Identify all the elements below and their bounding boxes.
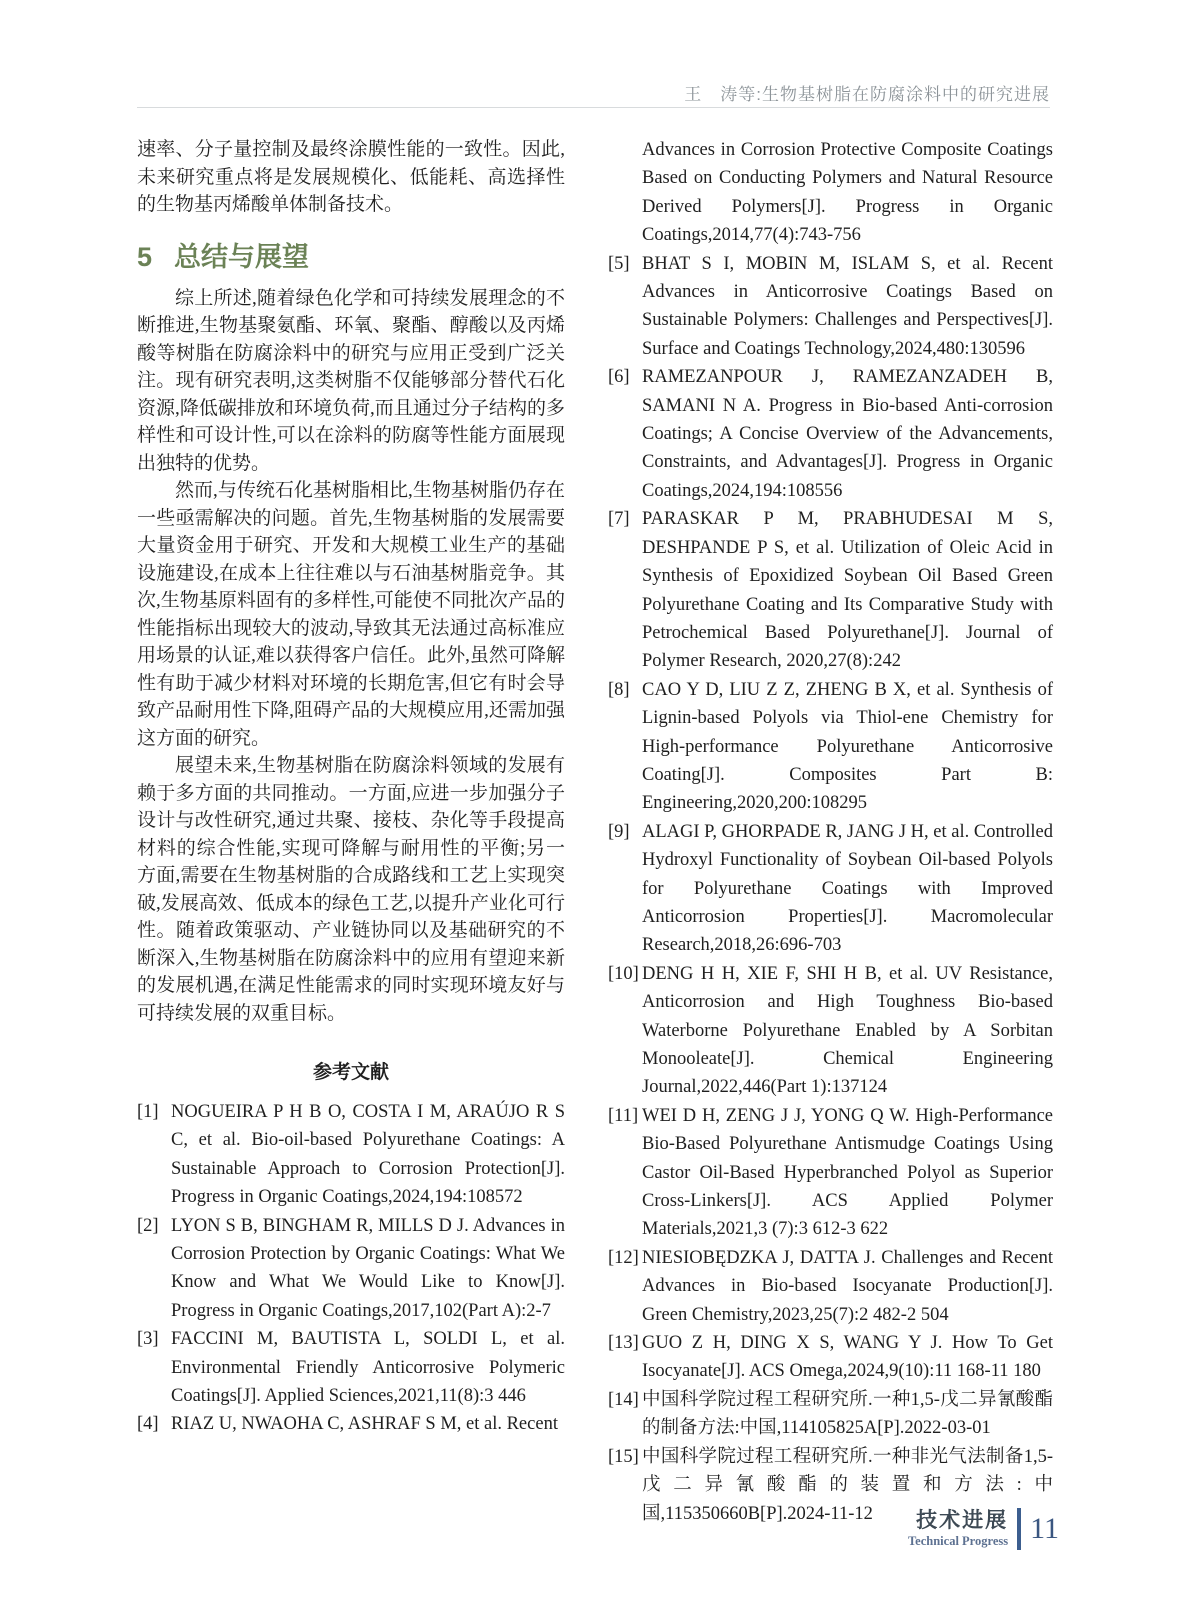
- reference-number: [15]: [608, 1446, 639, 1467]
- section-heading: [137, 241, 565, 273]
- reference-item: [608, 250, 1053, 364]
- body-paragraph: 展望未来,生物基树脂在防腐涂料领域的发展有赖于多方面的共同推动。一方面,应进一步加强分子设计与改性研究,通过共聚、接枝、杂化等手段提高材料的综合性能,实现可降解与耐用性的平衡;另一方面,需要在生物基树脂的合成路线和工艺上实现突破,发展高效、低成本的绿色工艺,以提升产业化可行性。随着政策驱动、产业链协同以及基础研究的不断深入,生物基树脂在防腐涂料中的应用有望迎来新的发展机遇,在满足性能需求的同时实现环境友好与可持续发展的双重目标。: [137, 755, 565, 1024]
- reference-item: [608, 1329, 1053, 1386]
- reference-number: [1]: [137, 1102, 159, 1122]
- reference-number: [3]: [137, 1329, 159, 1350]
- two-column-body: [137, 136, 1053, 1528]
- reference-number: [5]: [608, 253, 630, 274]
- section-title: 总结与展望: [174, 241, 310, 272]
- reference-text: PARASKAR P M, PRABHUDESAI M S, DESHPANDE P S, et al. Utilization of Oleic Acid in Synthesis of Epoxidized Soybean Oil Based Green Polyurethane Coating and Its Comparative Study with Petrochemical Based Polyurethane[J]. Journal of Polymer Research, 2020,27(8):242: [642, 509, 1053, 672]
- reference-text: 中国科学院过程工程研究所.一种1,5-戊二异氰酸酯的制备方法:中国,114105825A[P].2022-03-01: [642, 1389, 1053, 1439]
- left-column: [137, 136, 565, 1528]
- reference-text: FACCINI M, BAUTISTA L, SOLDI L, et al. Environmental Friendly Anticorrosive Polymeric Coatings[J]. Applied Sciences,2021,11(8):3 446: [171, 1329, 565, 1407]
- reference-number: [4]: [137, 1414, 159, 1435]
- reference-text: CAO Y D, LIU Z Z, ZHENG B X, et al. Synthesis of Lignin-based Polyols via Thiol-ene Chemistry for High-performance Polyurethane Anticorrosive Coating[J]. Composites Part B: Engineering,2020,200:108295: [642, 679, 1053, 814]
- reference-list-left: [137, 1098, 565, 1439]
- reference-number: [8]: [608, 679, 630, 700]
- reference-number: [14]: [608, 1389, 639, 1410]
- section-number: 5: [137, 241, 153, 272]
- right-column: [608, 136, 1053, 1528]
- reference-item: [608, 960, 1053, 1102]
- reference-text: ALAGI P, GHORPADE R, JANG J H, et al. Controlled Hydroxyl Functionality of Soybean Oil-based Polyols for Polyurethane Coatings with Improved Anticorrosion Properties[J]. Macromolecular Research,2018,26:696-703: [642, 821, 1053, 956]
- footer-section-label: [908, 1510, 1008, 1548]
- reference-number: [2]: [137, 1215, 159, 1236]
- reference-item: [137, 1212, 565, 1326]
- reference-number: [9]: [608, 821, 630, 842]
- reference-item: [608, 505, 1053, 675]
- reference-number: [6]: [608, 367, 630, 388]
- reference-text: WEI D H, ZENG J J, YONG Q W. High-Performance Bio-Based Polyurethane Antismudge Coatings Using Castor Oil-Based Hyperbranched Polyol as Superior Cross-Linkers[J]. ACS Applied Polymer Materials,2021,3 (7):3 612-3 622: [642, 1105, 1053, 1240]
- reference-item: [608, 1244, 1053, 1329]
- running-header: 王 涛等:生物基树脂在防腐涂料中的研究进展: [684, 85, 1050, 104]
- reference-text: DENG H H, XIE F, SHI H B, et al. UV Resistance, Anticorrosion and High Toughness Bio-based Waterborne Polyurethane Enabled by A Sorbitan Monooleate[J]. Chemical Engineering Journal,2022,446(Part 1):137124: [642, 963, 1053, 1098]
- footer-label-en: Technical Progress: [907, 1534, 1009, 1549]
- footer-label-zh: 技术进展: [916, 1509, 1009, 1533]
- reference-number: [12]: [608, 1247, 639, 1268]
- reference-text: NIESIOBĘDZKA J, DATTA J. Challenges and Recent Advances in Bio-based Isocyanate Production[J]. Green Chemistry,2023,25(7):2 482-2 504: [642, 1247, 1053, 1325]
- reference-text: 中国科学院过程工程研究所.一种非光气法制备1,5-戊二异氰酸酯的装置和方法:中国,115350660B[P].2024-11-12: [642, 1446, 1053, 1524]
- reference-number: [11]: [608, 1105, 639, 1126]
- reference-item: [608, 1386, 1053, 1443]
- reference-text: NOGUEIRA P H B O, COSTA I M, ARAÚJO R S C, et al. Bio-oil-based Polyurethane Coatings: A Sustainable Approach to Corrosion Protection[J]. Progress in Organic Coatings,2024,194:108572: [171, 1102, 565, 1208]
- reference-text: RAMEZANPOUR J, RAMEZANZADEH B, SAMANI N A. Progress in Bio-based Anti-corrosion Coatings; A Concise Overview of the Advancements, Constraints, and Advantages[J]. Progress in Organic Coatings,2024,194:108556: [642, 367, 1053, 501]
- body-paragraph: 然而,与传统石化基树脂相比,生物基树脂仍存在一些亟需解决的问题。首先,生物基树脂的发展需要大量资金用于研究、开发和大规模工业生产的基础设施建设,在成本上往往难以与石油基树脂竞争。其次,生物基原料固有的多样性,可能使不同批次产品的性能指标出现较大的波动,导致其无法通过高标准应用场景的认证,难以获得客户信任。此外,虽然可降解性有助于减少材料对环境的长期危害,但它有时会导致产品耐用性下降,阻碍产品的大规模应用,还需加强这方面的研究。: [137, 480, 565, 749]
- reference-text: LYON S B, BINGHAM R, MILLS D J. Advances in Corrosion Protection by Organic Coatings: What We Know and What We Would Like to Know[J]. Progress in Organic Coatings,2017,102(Part A):2-7: [171, 1215, 565, 1321]
- reference-text: Advances in Corrosion Protective Composite Coatings Based on Conducting Polymers and Natural Resource Derived Polymers[J]. Progress in Organic Coatings,2014,77(4):743-756: [642, 140, 1053, 246]
- reference-item: [137, 1325, 565, 1410]
- reference-number: [13]: [608, 1333, 639, 1354]
- reference-item: [608, 136, 1053, 250]
- reference-text: RIAZ U, NWAOHA C, ASHRAF S M, et al. Recent: [171, 1414, 558, 1435]
- page-number: 11: [1030, 1512, 1059, 1545]
- reference-text: GUO Z H, DING X S, WANG Y J. How To Get Isocyanate[J]. ACS Omega,2024,9(10):11 168-11 180: [642, 1333, 1053, 1382]
- reference-item: [608, 363, 1053, 505]
- reference-item: [608, 676, 1053, 818]
- reference-item: [608, 818, 1053, 960]
- body-paragraph: 综上所述,随着绿色化学和可持续发展理念的不断推进,生物基聚氨酯、环氧、聚酯、醇酸以及丙烯酸等树脂在防腐涂料中的研究与应用正受到广泛关注。现有研究表明,这类树脂不仅能够部分替代石化资源,降低碳排放和环境负荷,而且通过分子结构的多样性和可设计性,可以在涂料的防腐等性能方面展现出独特的优势。: [137, 287, 565, 474]
- reference-number: [10]: [608, 963, 639, 984]
- intro-paragraph: 速率、分子量控制及最终涂膜性能的一致性。因此,未来研究重点将是发展规模化、低能耗、高选择性的生物基丙烯酸单体制备技术。: [137, 139, 565, 215]
- reference-text: BHAT S I, MOBIN M, ISLAM S, et al. Recent Advances in Anticorrosive Coatings Based on Sustainable Polymers: Challenges and Perspectives[J]. Surface and Coatings Technology,2024,480:130596: [642, 253, 1053, 359]
- reference-item: [137, 1410, 565, 1438]
- reference-list-right: [608, 136, 1053, 1528]
- references-title: 参考文献: [312, 1062, 389, 1083]
- header-rule: [137, 107, 1050, 108]
- page-footer: [908, 1508, 1059, 1550]
- footer-divider-bar: [1017, 1508, 1021, 1550]
- reference-number: [7]: [608, 509, 630, 530]
- reference-item: [137, 1098, 565, 1212]
- reference-item: [608, 1102, 1053, 1244]
